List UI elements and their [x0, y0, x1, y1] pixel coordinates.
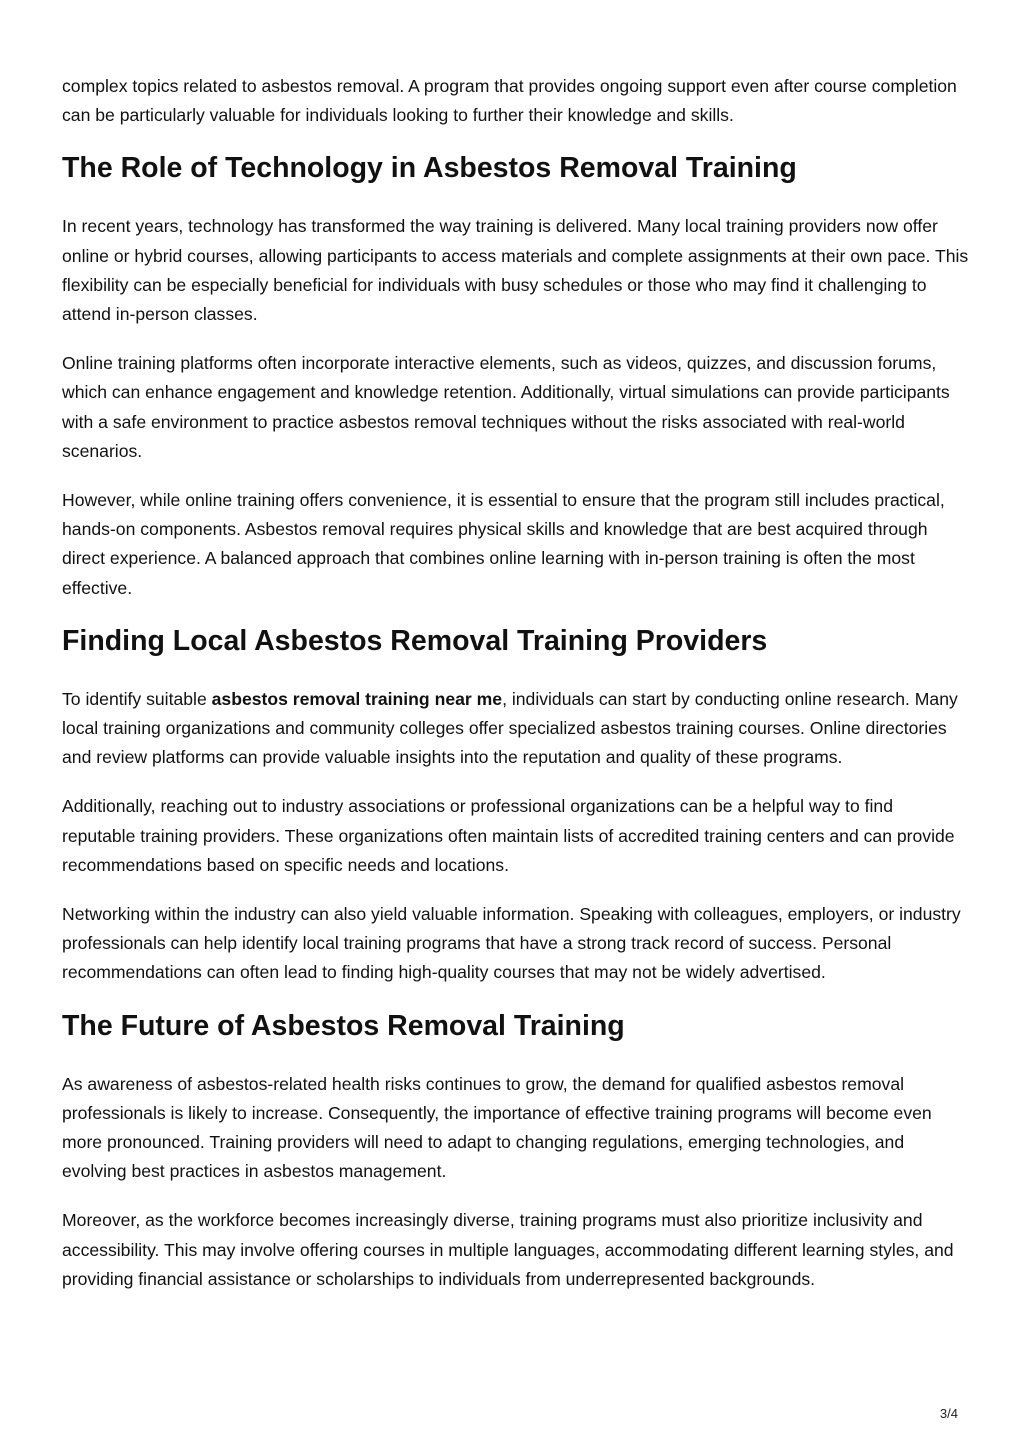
- section-heading-technology: The Role of Technology in Asbestos Removal Training: [62, 152, 797, 185]
- paragraph: Moreover, as the workforce becomes increasingly diverse, training programs must also prioritize inclusivity and accessibility. This may involve offering courses in multiple languages, accommodating different learning styles, and providing financial assistance or scholarships to individuals from underrepresented backgrounds.: [62, 1210, 954, 1289]
- section-heading-future: The Future of Asbestos Removal Training: [62, 1009, 625, 1042]
- page-number: 3/4: [939, 1406, 958, 1421]
- paragraph: In recent years, technology has transformed the way training is delivered. Many local training providers now offer online or hybrid courses, allowing participants to access materials and complete assignments at their own pace. This flexibility can be especially beneficial for individuals with busy schedules or those who may find it challenging to attend in-person classes.: [62, 216, 969, 325]
- paragraph: However, while online training offers convenience, it is essential to ensure that the program still includes practical, hands-on components. Asbestos removal requires physical skills and knowledge that are best acquired through direct experience. A balanced approach that combines online learning with in-person training is often the most effective.: [62, 490, 945, 598]
- paragraph: Online training platforms often incorporate interactive elements, such as videos, quizzes, and discussion forums, which can enhance engagement and knowledge retention. Additionally, virtual simulations can provide participants with a safe environment to practice asbestos removal techniques without the risks associated with real-world scenarios.: [62, 353, 950, 461]
- paragraph: Additionally, reaching out to industry associations or professional organizations can be a helpful way to find reputable training providers. These organizations often maintain lists of accredited training centers and can provide recommendations based on specific needs and locations.: [62, 796, 955, 875]
- keyword-bold: asbestos removal training near me: [211, 688, 503, 709]
- paragraph: As awareness of asbestos-related health risks continues to grow, the demand for qualified asbestos removal professionals is likely to increase. Consequently, the importance of effective training programs will become even more pronounced. Training providers will need to adapt to changing regulations, emerging technologies, and evolving best practices in asbestos management.: [62, 1073, 932, 1182]
- section-heading-finding-providers: Finding Local Asbestos Removal Training Providers: [62, 624, 768, 657]
- intro-paragraph: complex topics related to asbestos removal. A program that provides ongoing support even after course completion can be particularly valuable for individuals looking to further their knowledge and skills.: [62, 76, 957, 126]
- paragraph: Networking within the industry can also yield valuable information. Speaking with colleagues, employers, or industry professionals can help identify local training programs that have a strong track record of success. Personal recommendations can often lead to finding high-quality courses that may not be widely advertised.: [62, 904, 961, 983]
- paragraph-with-keyword: [62, 685, 970, 773]
- document-body: [62, 72, 970, 1314]
- paragraph-text-after: , individuals can start by conducting online research. Many local training organizations and community colleges offer specialized asbestos training courses. Online directories and review platforms can provide valuable insights into the reputation and quality of these programs.: [62, 688, 958, 768]
- paragraph-text-before: To identify suitable: [62, 688, 212, 709]
